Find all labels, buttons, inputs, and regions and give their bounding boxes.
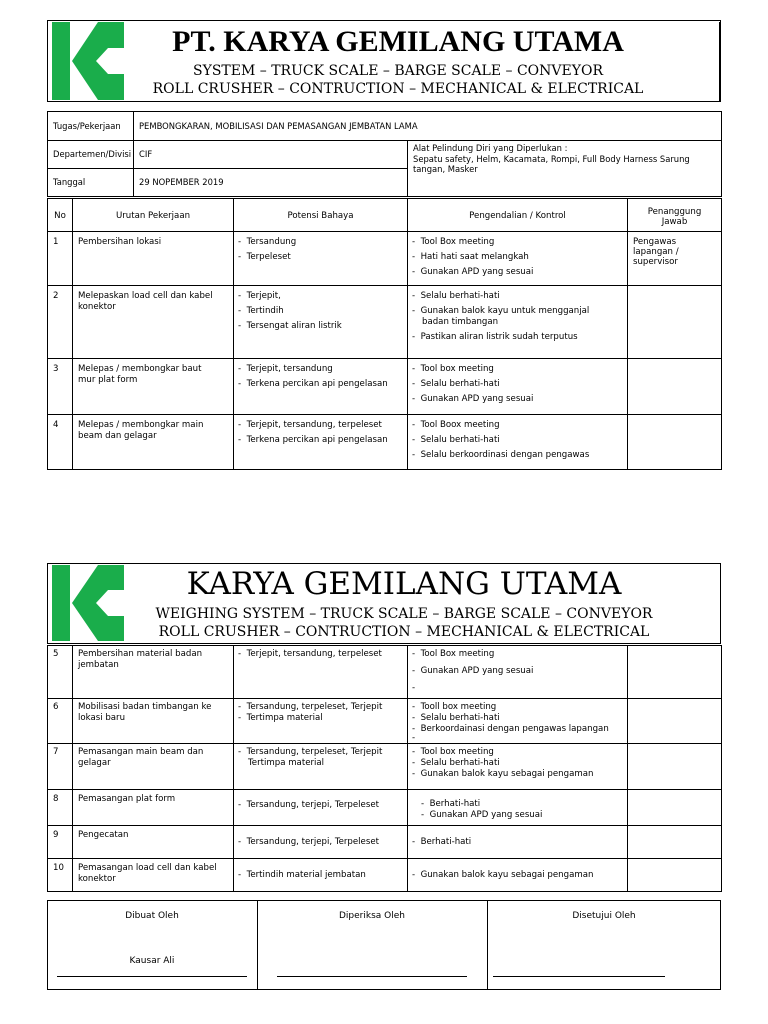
step-text: Pengecatan xyxy=(78,830,129,840)
row-controls xyxy=(408,286,628,359)
col-pic-header-line1: Penanggung xyxy=(647,206,702,217)
step-text: Pembersihan material badan xyxy=(78,649,203,659)
control-item: - Tool box meeting xyxy=(412,364,622,375)
row-controls xyxy=(408,699,628,744)
row-no: 10 xyxy=(48,859,73,892)
company-tagline-2b: ROLL CRUSHER – CONTRUCTION – MECHANICAL & ELECTRICAL xyxy=(158,624,650,640)
pic-text: lapangan / xyxy=(633,247,679,257)
row-hazards xyxy=(234,826,408,859)
row-hazards xyxy=(234,744,408,790)
step-text: Pemasangan main beam dan xyxy=(78,747,204,757)
table-row xyxy=(48,415,722,470)
apd-value-1: Sepatu safety, Helm, Kacamata, Rompi, Full Body Harness Sarung xyxy=(413,153,690,164)
hazard-item: - Terjepit, tersandung xyxy=(238,364,402,375)
pic-text: Pengawas xyxy=(633,237,677,247)
row-hazards xyxy=(234,699,408,744)
hazard-item: - Tersandung xyxy=(238,237,402,248)
dept-value: CIF xyxy=(134,141,408,169)
header-1-right-edge xyxy=(719,22,721,102)
company-name-2: KARYA GEMILANG UTAMA xyxy=(186,566,622,602)
row-no: 1 xyxy=(48,232,73,286)
step-text: beam dan gelagar xyxy=(78,431,157,441)
row-pic xyxy=(628,646,722,699)
table-row xyxy=(48,790,722,826)
col-pic-header xyxy=(628,199,722,232)
row-pic xyxy=(628,826,722,859)
row-pic xyxy=(628,699,722,744)
company-logo-icon xyxy=(52,22,124,100)
hazard-item: - Terjepit, xyxy=(238,291,402,302)
step-text: gelagar xyxy=(78,758,111,768)
control-item: - Gunakan APD yang sesuai xyxy=(412,267,622,278)
step-text: Melepas / membongkar baut xyxy=(78,364,202,374)
row-hazards xyxy=(234,646,408,699)
row-step xyxy=(73,415,234,470)
task-label: Tugas/Pekerjaan xyxy=(48,112,134,141)
apd-cell xyxy=(408,141,722,197)
row-no: 6 xyxy=(48,699,73,744)
control-item: - Selalu berhati-hati xyxy=(412,291,622,302)
control-item: - Selalu berhati-hati xyxy=(412,435,622,446)
date-label: Tanggal xyxy=(48,169,134,197)
step-text: Mobilisasi badan timbangan ke xyxy=(78,702,212,712)
col-pic-header-line2: Jawab xyxy=(661,216,688,227)
table-row xyxy=(48,744,722,790)
table-row xyxy=(48,826,722,859)
table-row xyxy=(48,646,722,699)
row-hazards xyxy=(234,790,408,826)
table-row xyxy=(48,859,722,892)
row-hazards xyxy=(234,859,408,892)
control-item: - Pastikan aliran listrik sudah terputus xyxy=(412,332,622,343)
row-pic xyxy=(628,359,722,415)
row-no: 9 xyxy=(48,826,73,859)
control-item: - Tool Boox meeting xyxy=(412,420,622,431)
task-value: PEMBONGKARAN, MOBILISASI DAN PEMASANGAN JEMBATAN LAMA xyxy=(134,112,722,141)
row-controls xyxy=(408,744,628,790)
table-row xyxy=(48,286,722,359)
pic-text: supervisor xyxy=(633,257,678,267)
row-controls xyxy=(408,359,628,415)
row-step xyxy=(73,646,234,699)
row-step xyxy=(73,286,234,359)
row-step xyxy=(73,859,234,892)
table-row xyxy=(48,359,722,415)
step-text: Pembersihan lokasi xyxy=(78,237,162,247)
approved-by-signature-line xyxy=(493,976,665,977)
row-step xyxy=(73,699,234,744)
apd-title: Alat Pelindung Diri yang Diperlukan : xyxy=(413,143,568,153)
row-step xyxy=(73,826,234,859)
hazard-item: - Tersengat aliran listrik xyxy=(238,321,402,332)
row-no: 4 xyxy=(48,415,73,470)
row-no: 8 xyxy=(48,790,73,826)
control-item: - Selalu berhati-hati xyxy=(412,379,622,390)
control-item: - Gunakan APD yang sesuai xyxy=(412,666,622,677)
hazard-item: - Tersandung, terpeleset, Terjepit xyxy=(238,702,402,713)
hazard-item: - Terjepit, tersandung, terpeleset xyxy=(238,420,402,431)
step-text: mur plat form xyxy=(78,375,138,385)
row-pic xyxy=(628,859,722,892)
row-step xyxy=(73,790,234,826)
control-item: - Berhati-hati xyxy=(412,837,622,848)
row-controls xyxy=(408,232,628,286)
row-controls xyxy=(408,646,628,699)
step-text: jembatan xyxy=(78,660,119,670)
control-item: - Gunakan balok kayu sebagai pengaman xyxy=(412,769,622,780)
row-hazards xyxy=(234,415,408,470)
hazard-item: - Terjepit, tersandung, terpeleset xyxy=(238,649,402,660)
control-item: - Selalu berkoordinasi dengan pengawas xyxy=(412,450,622,461)
row-pic xyxy=(628,232,722,286)
company-name-1: PT. KARYA GEMILANG UTAMA xyxy=(172,25,624,58)
row-hazards xyxy=(234,359,408,415)
control-item: - Hati hati saat melangkah xyxy=(412,252,622,263)
company-logo-icon xyxy=(52,565,124,641)
col-step-header: Urutan Pekerjaan xyxy=(73,199,234,232)
control-item: - Gunakan APD yang sesuai xyxy=(412,394,622,405)
row-no: 5 xyxy=(48,646,73,699)
control-item: - Tool Box meeting xyxy=(412,237,622,248)
control-item: - Gunakan balok kayu sebagai pengaman xyxy=(412,870,622,881)
hazard-item: - Tersandung, terjepi, Terpeleset xyxy=(238,837,402,848)
row-no: 7 xyxy=(48,744,73,790)
row-pic xyxy=(628,790,722,826)
hazard-item: - Terkena percikan api pengelasan xyxy=(238,435,402,446)
step-text: Pemasangan plat form xyxy=(78,794,176,804)
row-no: 3 xyxy=(48,359,73,415)
row-hazards xyxy=(234,232,408,286)
company-tagline-1b: ROLL CRUSHER – CONTRUCTION – MECHANICAL & ELECTRICAL xyxy=(152,81,644,97)
step-text: Pemasangan load cell dan kabel xyxy=(78,863,217,873)
step-text: konektor xyxy=(78,874,116,884)
hazard-item: - Terkena percikan api pengelasan xyxy=(238,379,402,390)
row-controls xyxy=(408,415,628,470)
row-hazards xyxy=(234,286,408,359)
control-item: - Tool box meeting xyxy=(412,747,622,758)
table-header-row xyxy=(48,199,722,232)
control-item: - Berhati-hati xyxy=(412,799,622,810)
hazard-item: - Tertindih material jembatan xyxy=(238,870,402,881)
checked-by-signature-line xyxy=(277,976,467,977)
made-by-name: Kausar Ali xyxy=(129,956,175,966)
control-item: - Selalu berhati-hati xyxy=(412,758,622,769)
row-controls xyxy=(408,790,628,826)
row-pic xyxy=(628,286,722,359)
control-item: - Gunakan balok kayu untuk mengganjal xyxy=(412,306,622,317)
task-info-table xyxy=(47,111,722,197)
control-item: - Tool Box meeting xyxy=(412,649,622,660)
row-step xyxy=(73,744,234,790)
table-row xyxy=(48,232,722,286)
row-controls xyxy=(408,826,628,859)
hazard-item: - Tersandung, terjepi, Terpeleset xyxy=(238,800,402,811)
col-control-header: Pengendalian / Kontrol xyxy=(408,199,628,232)
control-item: - Berkoordainasi dengan pengawas lapangan xyxy=(412,724,622,735)
control-item xyxy=(412,683,622,694)
approved-by-label: Disetujui Oleh xyxy=(572,911,636,921)
step-text: Melepas / membongkar main xyxy=(78,420,204,430)
col-hazard-header: Potensi Bahaya xyxy=(234,199,408,232)
step-text: konektor xyxy=(78,302,116,312)
control-item-cont: badan timbangan xyxy=(422,317,499,327)
row-pic xyxy=(628,744,722,790)
control-item: - Tooll box meeting xyxy=(412,702,622,713)
table-row xyxy=(48,699,722,744)
row-step xyxy=(73,232,234,286)
company-tagline-2a: WEIGHING SYSTEM – TRUCK SCALE – BARGE SCALE – CONVEYOR xyxy=(155,606,653,622)
dept-label: Departemen/Divisi xyxy=(48,141,134,169)
control-item xyxy=(412,735,622,741)
hazard-item: - Tersandung, terpeleset, Terjepit xyxy=(238,747,402,758)
control-item: - Selalu berhati-hati xyxy=(412,713,622,724)
step-text: lokasi baru xyxy=(78,713,126,723)
row-step xyxy=(73,359,234,415)
date-value: 29 NOPEMBER 2019 xyxy=(134,169,408,197)
apd-value-2: tangan, Masker xyxy=(413,164,478,174)
row-no: 2 xyxy=(48,286,73,359)
jsa-table-2 xyxy=(47,645,722,892)
hazard-item: - Tertindih xyxy=(238,306,402,317)
col-no-header: No xyxy=(48,199,73,232)
row-controls xyxy=(408,859,628,892)
checked-by-label: Diperiksa Oleh xyxy=(339,911,405,921)
hazard-item-cont: Tertimpa material xyxy=(248,758,325,768)
jsa-table-1 xyxy=(47,198,722,470)
row-pic xyxy=(628,415,722,470)
hazard-item: - Tertimpa material xyxy=(238,713,402,724)
made-by-signature-line xyxy=(57,976,247,977)
company-tagline-1a: SYSTEM – TRUCK SCALE – BARGE SCALE – CONVEYOR xyxy=(193,63,603,79)
control-item: - Gunakan APD yang sesuai xyxy=(412,810,622,821)
hazard-item: - Terpeleset xyxy=(238,252,402,263)
step-text: Melepaskan load cell dan kabel xyxy=(78,291,213,301)
made-by-label: Dibuat Oleh xyxy=(125,911,179,921)
